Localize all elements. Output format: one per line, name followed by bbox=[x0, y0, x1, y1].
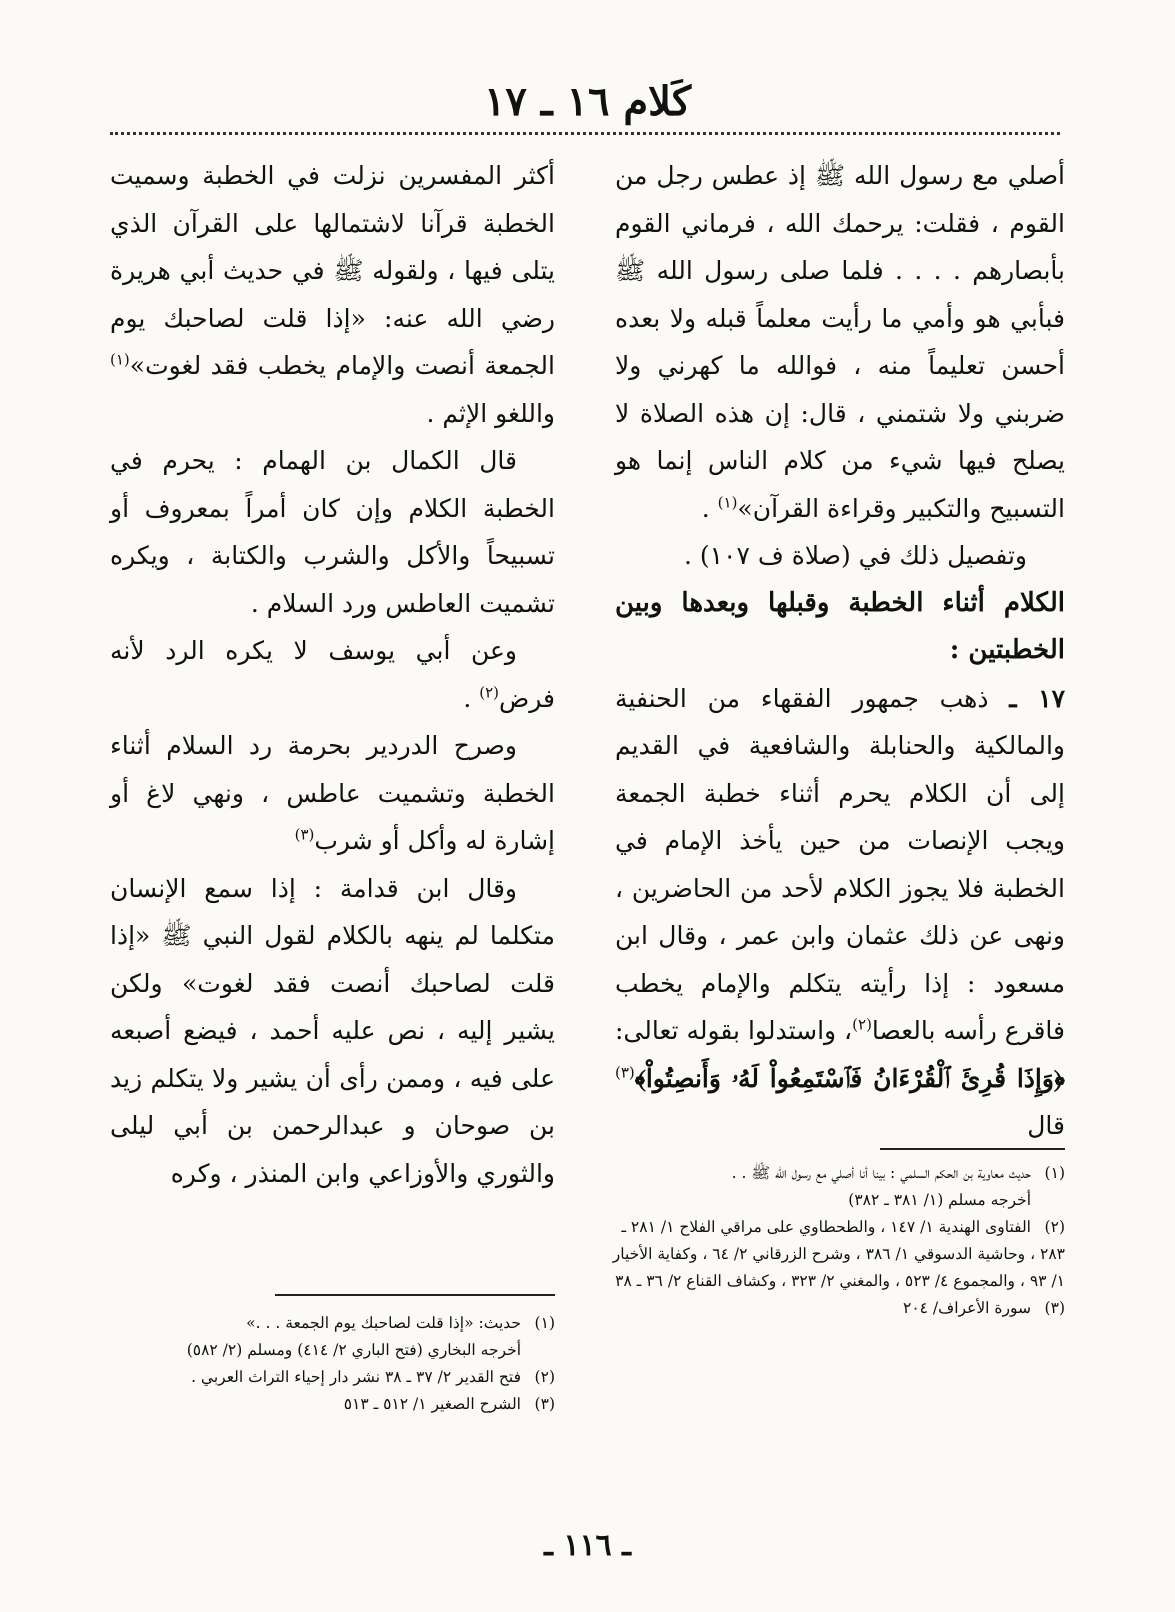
footnote-divider-left bbox=[275, 1294, 555, 1296]
left-p1-text: أكثر المفسرين نزلت في الخطبة وسميت الخطبة قرآنا لاشتمالها على القرآن الذي يتلى فيها ، ولقوله ﷺ في حديث أبي هريرة رضي الله عنه: «إذا قلت لصاحبك يوم الجمعة أنصت والإمام يخطب فقد لغوت» bbox=[110, 161, 555, 380]
right-p1-end: . bbox=[701, 493, 718, 523]
left-paragraph-2: قال الكمال بن الهمام : يحرم في الخطبة الكلام وإن كان أمراً بمعروف أو تسبيحاً والأكل والشرب والكتابة ، ويكره تشميت العاطس ورد السلام . bbox=[110, 446, 555, 618]
left-column bbox=[110, 152, 555, 1197]
header-divider bbox=[110, 132, 1060, 135]
left-p3-end: . bbox=[463, 683, 480, 713]
footnote-text: الفتاوى الهندية ١/ ١٤٧ ، والطحطاوي على مراقي الفلاح ١/ ٢٨١ ـ ٢٨٣ ، وحاشية الدسوقي ١/ ٣٨٦ ، وشرح الزرقاني ٢/ ٦٤ ، وكفاية الأخيار ١/ ٩٣ ، والمجموع ٤/ ٥٢٣ ، والمغني ٢/ ٣٢٣ ، وكشاف القناع ٢/ ٣٦ ـ ٣٨ bbox=[612, 1218, 1065, 1290]
footnote-continuation: أخرجه مسلم (١/ ٣٨١ ـ ٣٨٢) bbox=[848, 1191, 1031, 1209]
footnote-item bbox=[110, 1364, 555, 1391]
footnote-ref: (١) bbox=[717, 493, 738, 512]
footnotes-right bbox=[600, 1160, 1065, 1322]
quran-verse: ﴿وَإِذَا قُرِئَ ٱلْقُرْءَانُ فَٱسْتَمِعُواْ لَهُۥ وَأَنصِتُواْ﴾ bbox=[634, 1063, 1065, 1093]
left-p4-text: وصرح الدردير بحرمة رد السلام أثناء الخطبة وتشميت عاطس ، ونهي لاغ أو إشارة له وأكل أو شرب bbox=[110, 731, 555, 855]
footnote-number: (١) bbox=[1044, 1164, 1065, 1182]
footnote-ref: (٣) bbox=[294, 825, 315, 844]
right-paragraph-2: وتفصيل ذلك في (صلاة ف ١٠٧) . bbox=[683, 541, 1027, 570]
right-p3-text-2: ، واستدلوا بقوله تعالى: bbox=[615, 1016, 853, 1045]
right-column bbox=[615, 152, 1065, 1150]
right-p3-text-1: ذهب جمهور الفقهاء من الحنفية والمالكية والحنابلة والشافعية في القديم إلى أن الكلام يحرم أثناء خطبة الجمعة ويجب الإنصات من حين يأخذ الإمام في الخطبة فلا يجوز الكلام لأحد من الحاضرين ، ونهى عن ذلك عثمان وابن عمر ، وقال ابن مسعود : إذا رأيته يتكلم والإمام يخطب فاقرع رأسه بالعصا bbox=[615, 683, 1066, 1045]
left-p1-end: واللغو الإثم . bbox=[426, 398, 555, 428]
left-p3-text: وعن أبي يوسف لا يكره الرد لأنه فرض bbox=[110, 636, 555, 713]
footnote-item bbox=[600, 1160, 1065, 1187]
left-paragraph-1 bbox=[110, 152, 555, 437]
footnotes-left bbox=[110, 1310, 555, 1418]
left-paragraph-3 bbox=[110, 627, 555, 722]
left-paragraph-4 bbox=[110, 722, 555, 865]
footnote-item bbox=[600, 1295, 1065, 1322]
section-heading: الكلام أثناء الخطبة وقبلها وبعدها وبين الخطبتين : bbox=[615, 587, 1065, 665]
footnote-item bbox=[600, 1214, 1065, 1295]
footnote-continuation: أخرجه البخاري (فتح الباري ٢/ ٤١٤) ومسلم (٢/ ٥٨٢) bbox=[186, 1341, 521, 1359]
footnote-item bbox=[110, 1310, 555, 1337]
paragraph-number: ١٧ ـ bbox=[1009, 683, 1065, 713]
page-header: كَلام ١٦ ـ ١٧ bbox=[483, 78, 692, 125]
right-paragraph-1 bbox=[615, 152, 1065, 532]
left-paragraph-5: وقال ابن قدامة : إذا سمع الإنسان متكلما لم ينهه بالكلام لقول النبي ﷺ «إذا قلت لصاحبك أنصت فقد لغوت» ولكن يشير إليه ، نص عليه أحمد ، فيضع أصبعه على فيه ، وممن رأى أن يشير ولا يتكلم زيد بن صوحان و عبدالرحمن بن أبي ليلى والثوري والأوزاعي وابن المنذر ، وكره bbox=[110, 873, 555, 1188]
footnote-text: حديث: «إذا قلت لصاحبك يوم الجمعة . . .» bbox=[246, 1314, 521, 1332]
footnote-text: فتح القدير ٢/ ٣٧ ـ ٣٨ نشر دار إحياء التراث العربي . bbox=[191, 1368, 521, 1386]
footnote-text: الشرح الصغير ١/ ٥١٢ ـ ٥١٣ bbox=[343, 1395, 521, 1413]
footnote-ref: (٣) bbox=[615, 1063, 635, 1082]
footnote-item bbox=[110, 1391, 555, 1418]
footnote-number: (٣) bbox=[1044, 1299, 1065, 1317]
right-p3-text-3: قال bbox=[1027, 1111, 1065, 1140]
footnote-ref: (١) bbox=[110, 350, 130, 369]
footnote-ref: (٢) bbox=[479, 683, 500, 702]
footnote-number: (٢) bbox=[534, 1368, 555, 1386]
right-p1-text: أصلي مع رسول الله ﷺ إذ عطس رجل من القوم ، فقلت: يرحمك الله ، فرماني القوم بأبصارهم . . . . فلما صلى رسول الله ﷺ فبأبي هو وأمي ما رأيت معلماً قبله ولا بعده أحسن تعليماً منه ، فوالله ما كهرني ولا ضربني ولا شتمني ، قال: إن هذه الصلاة لا يصلح فيها شيء من كلام الناس إنما هو التسبيح والتكبير وقراءة القرآن» bbox=[615, 161, 1065, 523]
page-number: ـ ١١٦ ـ bbox=[544, 1528, 631, 1563]
right-paragraph-3 bbox=[615, 675, 1065, 1150]
footnote-text: سورة الأعراف/ ٢٠٤ bbox=[903, 1299, 1031, 1317]
footnote-number: (١) bbox=[534, 1314, 555, 1332]
footnote-divider-right bbox=[880, 1148, 1065, 1150]
footnote-number: (٣) bbox=[534, 1395, 555, 1413]
footnote-text: حديث معاوية بن الحكم السلمي : بينا أنا أصلي مع رسول الله ﷺ . . bbox=[731, 1164, 1031, 1182]
footnote-number: (٢) bbox=[1044, 1218, 1065, 1236]
footnote-ref: (٢) bbox=[852, 1015, 872, 1034]
